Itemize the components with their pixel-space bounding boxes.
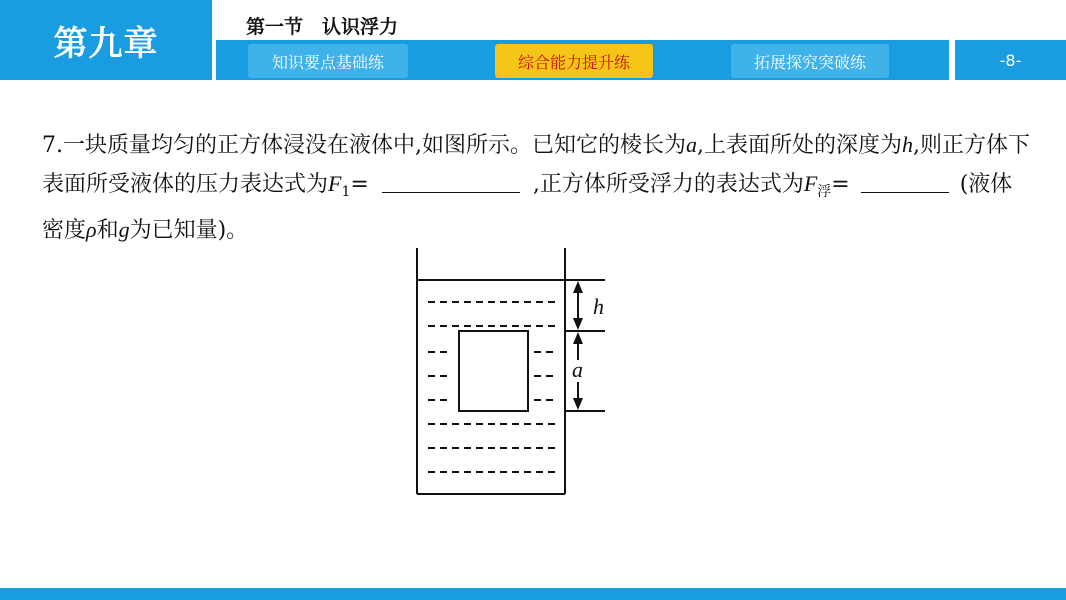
question-segment: ,上表面所处的深度为 xyxy=(697,133,902,158)
equals-sign: = xyxy=(350,172,376,197)
subscript-float: 浮 xyxy=(817,184,832,200)
variable-h: h xyxy=(902,132,913,157)
question-segment: 为已知量)。 xyxy=(129,218,249,243)
question-segment: 一块质量均匀的正方体浸没在液体中,如图所示。已知它的棱长为 xyxy=(63,133,686,158)
section-title: 第一节 认识浮力 xyxy=(246,16,399,38)
equals-sign: = xyxy=(831,172,857,197)
variable-g: g xyxy=(118,217,130,242)
variable-f1: F xyxy=(328,171,342,196)
bottom-bar xyxy=(0,588,1066,600)
question-number: 7. xyxy=(42,133,63,158)
page-number: -8- xyxy=(955,40,1066,80)
subscript-1: 1 xyxy=(341,184,351,200)
answer-blank-2[interactable] xyxy=(861,170,949,193)
label-h: h xyxy=(593,294,604,319)
variable-rho: ρ xyxy=(86,217,97,242)
tab-basic-practice[interactable]: 知识要点基础练 xyxy=(248,44,408,78)
question-segment: ,则正方体下表面所受液体的压力表达式为 xyxy=(42,133,1030,197)
tab-comprehensive-practice[interactable]: 综合能力提升练 xyxy=(495,44,653,78)
variable-f-float: F xyxy=(803,171,818,196)
cube xyxy=(459,331,528,411)
question-segment: (液体密度 xyxy=(42,172,1013,243)
variable-a: a xyxy=(686,132,697,157)
question-segment: 和 xyxy=(96,218,119,243)
question-text xyxy=(42,126,1032,250)
chapter-title: 第九章 xyxy=(0,0,212,80)
cube-in-liquid-figure xyxy=(400,244,630,500)
depth-h-arrow xyxy=(573,281,583,330)
tab-extension-practice[interactable]: 拓展探究突破练 xyxy=(731,44,889,78)
question-segment: ,正方体所受浮力的表达式为 xyxy=(525,172,804,197)
answer-blank-1[interactable] xyxy=(382,170,520,193)
label-a: a xyxy=(572,357,583,382)
